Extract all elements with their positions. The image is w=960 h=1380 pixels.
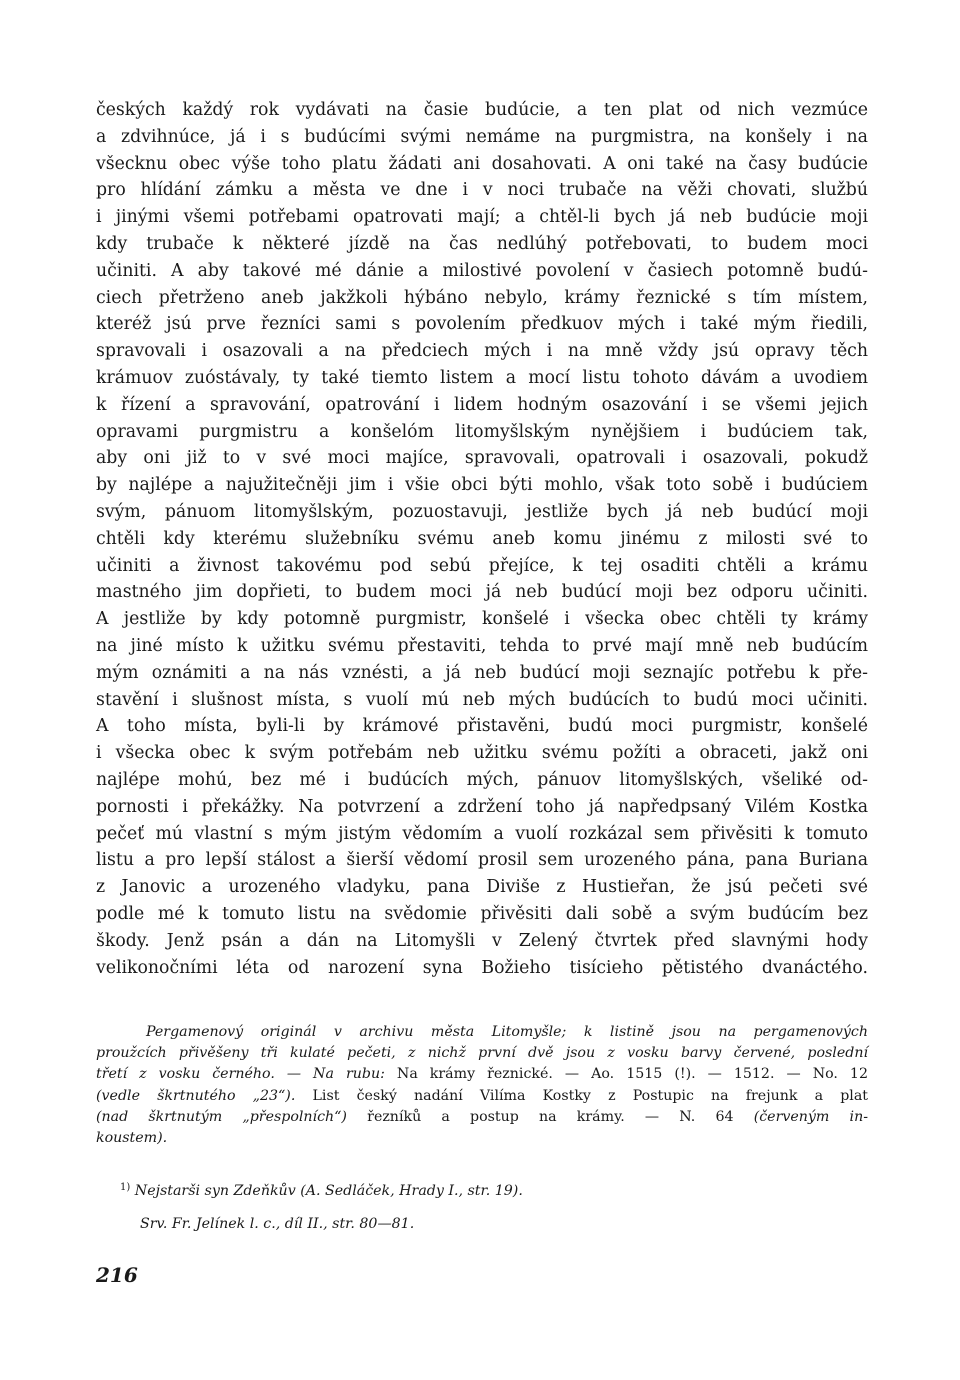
body-line: z Janovic a urozeného vladyku, pana Diviše z Hustieřan, že jsú pečeti své [96, 877, 868, 898]
body-line: velikonočními léta od narození syna Božieho tisícieho pětistého dvanáctého. [96, 957, 868, 978]
note-roman-text: Na krámy řeznické. — Ao. 1515 (!). — 1512. — No. 12 [396, 1066, 868, 1083]
footnote-text: Nejstarši syn Zdeňkův (A. Sedláček, Hrady I., str. 19). [134, 1183, 523, 1199]
body-line: a zdvihnúce, já i s budúcími svými nemáme na purgmistra, na konšely i na [96, 126, 868, 147]
body-line: kteréž jsú prve řezníci sami s povolením předkuov mých i také mým řiedili, [96, 314, 868, 335]
note-italic-text: (červeným in- [753, 1108, 869, 1125]
footnote-2: Srv. Fr. Jelínek l. c., díl II., str. 80—81. [140, 1216, 415, 1232]
note-italic-text: Pergamenový originál v archivu města Litomyšle; k listině jsou na pergamenových [146, 1024, 868, 1040]
note-italic-text: proužcích přivěšeny tři kulaté pečeti, z nichž první dvě jsou z vosku barvy červené, poslední [96, 1045, 868, 1062]
body-line: chtěli kdy kterému služebníku svému aneb komu jinému z milosti své to [96, 528, 868, 549]
body-line: A jestliže by kdy potomně purgmistr, konšelé i všecka obec chtěli ty krámy [96, 609, 868, 630]
footnote-1 [120, 1178, 523, 1201]
body-line: všecknu obec výše toho platu žádati ani dosahovati. A oni také na časy budúcie [96, 153, 868, 174]
body-line: pro hlídání zámku a města ve dne i v noci trubače na věži chovati, službú [96, 180, 868, 201]
note-italic-text: třetí z vosku černého. — Na rubu: [96, 1066, 385, 1083]
body-line: pornosti i překážky. Na potvrzení a zdržení toho já napředpsaný Vilém Kostka [96, 796, 868, 817]
note-line [96, 1022, 868, 1043]
body-line: aby oni již to v své moci majíce, spravovali, opatrovali i osazovali, pokudž [96, 448, 868, 469]
note-line [96, 1107, 868, 1128]
note-italic-text: (nad škrtnutým „přespolních“) [96, 1108, 347, 1125]
body-line: na jiné místo k užitku svému přestaviti, tehda to prvé mají mně neb budúcím [96, 635, 868, 656]
main-body-text [96, 97, 868, 981]
body-line: spravovali i osazovali a na předciech mých i na mně vždy jsú opravy těch [96, 341, 868, 362]
body-line: k řízení a spravování, opatrování i lidem hodným osazování i se všemi jejich [96, 394, 868, 415]
note-line [96, 1043, 868, 1064]
body-line: opravami purgmistru a konšelóm litomyšlským nynějšiem i budúciem tak, [96, 421, 868, 442]
body-line: krámuov zuóstávaly, ty také tiemto listem a mocí listu tohoto dávám a uvodiem [96, 367, 868, 388]
footnote-marker: 1) [120, 1182, 131, 1193]
page-number: 216 [96, 1263, 138, 1287]
body-line: pečeť mú vlastní s mým jistým vědomím a vuolí rozkázal sem přivěsiti k tomuto [96, 823, 868, 844]
note-roman-text: List český nadání Vilíma Kostky z Postupic na frejunk a plat [312, 1087, 868, 1104]
body-line: kdy trubače k některé jízdě na čas nedlúhý potřebovati, to budem moci [96, 233, 868, 254]
note-roman-text: řezníků a postup na krámy. — N. 64 [367, 1108, 734, 1125]
body-line: najlépe mohú, bez mé i budúcích mých, pánuov litomyšlských, všeliké od- [96, 769, 868, 790]
body-line: škody. Jenž psán a dán na Litomyšli v Zelený čtvrtek před slavnými hody [96, 930, 868, 951]
body-line: podle mé k tomuto listu na svědomie přivěsiti dali sobě a svým budúcím bez [96, 903, 868, 924]
body-line: učiniti. A aby takové mé dánie a milostivé povolení v časiech potomně budú- [96, 260, 868, 281]
note-line [96, 1086, 868, 1107]
body-line: stavění i slušnost místa, s vuolí mú neb mých budúcích to budú moci učiniti. [96, 689, 868, 710]
body-line: mým oznámiti a na nás vznésti, a já neb budúcí moji seznajíc potřebu k pře- [96, 662, 868, 683]
body-line: učiniti a živnost takovému pod sebú přejíce, k tej osaditi chtěli a krámu [96, 555, 868, 576]
body-line: i všecka obec k svým potřebám neb užitku svému požíti a obraceti, jakž oni [96, 743, 868, 764]
body-line: mastného jim dopřieti, to budem moci já neb budúcí moji bez odporu učiniti. [96, 582, 868, 603]
body-line: by najlépe a najužitečněji jim i všie obci býti mohlo, však toto sobě i budúciem [96, 475, 868, 496]
body-line: A toho místa, byli-li by krámové přistavěni, budú moci purgmistr, konšelé [96, 716, 868, 737]
note-line [96, 1064, 868, 1085]
body-line: listu a pro lepší stálost a šierší vědomí prosil sem urozeného pána, pana Buriana [96, 850, 868, 871]
note-italic-text: (vedle škrtnutého „23“). [96, 1087, 296, 1104]
body-line: ciech přetrženo aneb jakžkoli hýbáno nebylo, krámy řeznické s tím místem, [96, 287, 868, 308]
body-line: svým, pánuom litomyšlským, pozuostavuji, jestliže bych já neb budúcí moji [96, 501, 868, 522]
note-italic-text: koustem). [96, 1130, 168, 1147]
body-line: i jinými všemi potřebami opatrovati mají; a chtěl-li bych já neb budúcie moji [96, 207, 868, 228]
note-line [96, 1128, 868, 1149]
body-line: českých každý rok vydávati na časie budúcie, a ten plat od nich vezmúce [96, 100, 868, 120]
editorial-note [96, 1022, 868, 1149]
